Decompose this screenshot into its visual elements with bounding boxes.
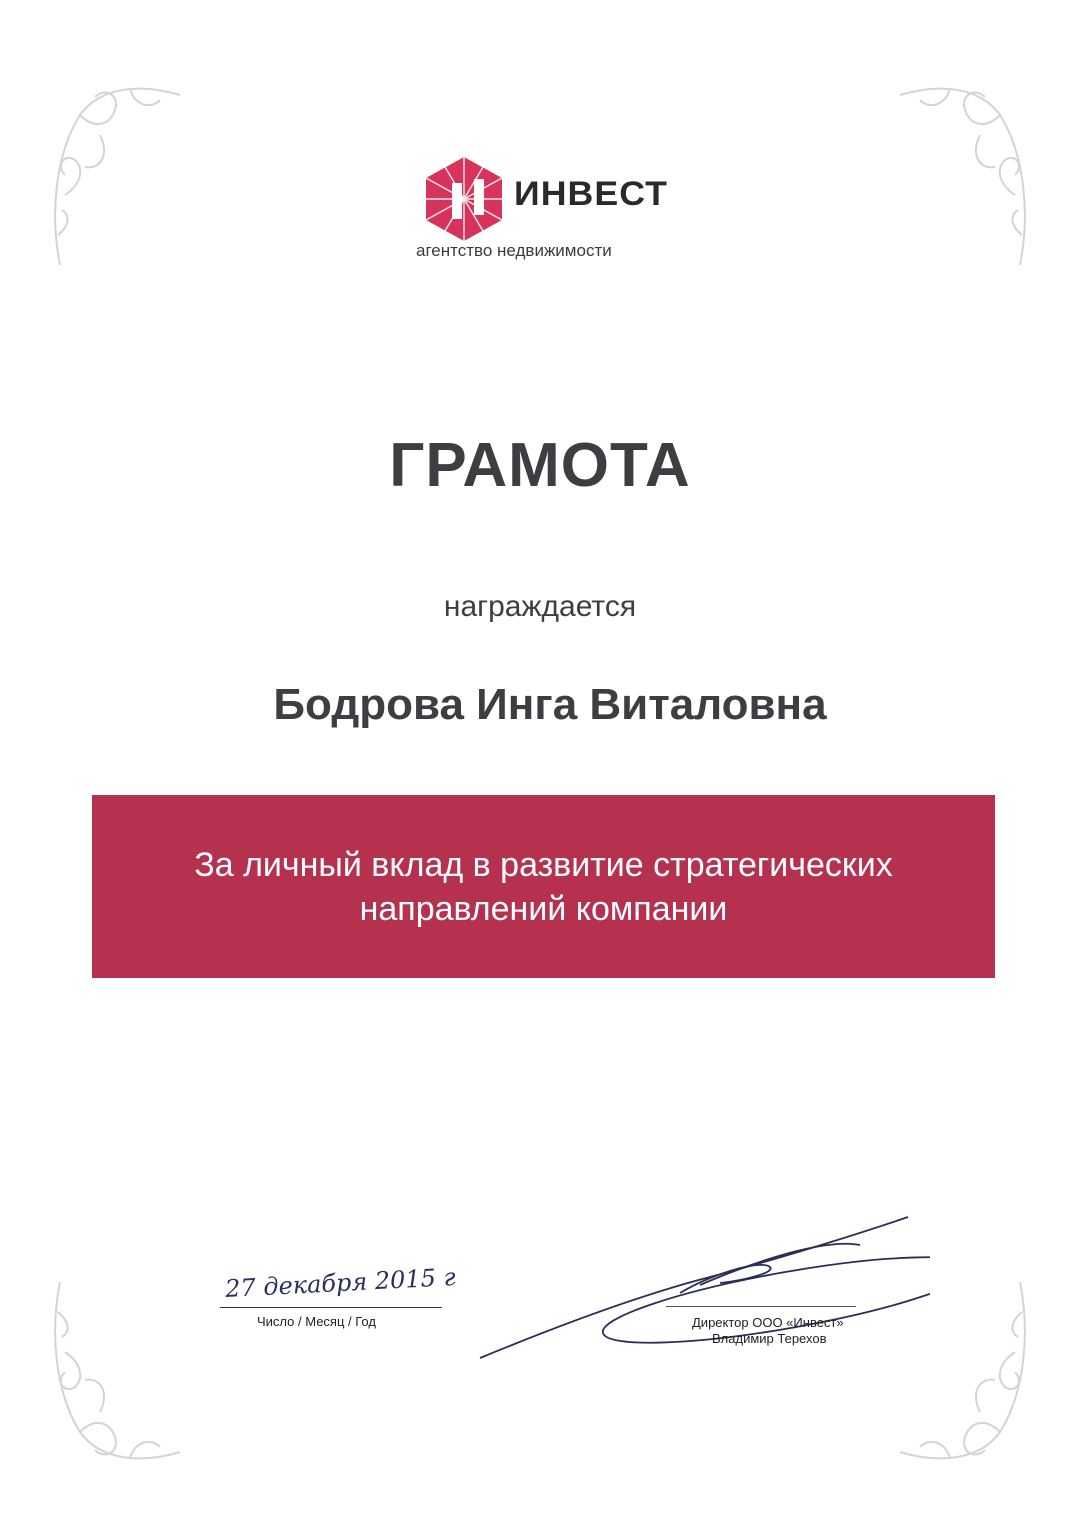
- ornament-icon: [890, 75, 1040, 275]
- handwritten-date: 27 декабря 2015 г: [224, 1262, 457, 1303]
- hexagon-logo-icon: [418, 153, 510, 245]
- reason-text: За личный вклад в развитие стратегических направлений компании: [194, 845, 893, 928]
- signature-icon: [470, 1215, 930, 1375]
- date-block: [220, 1262, 457, 1335]
- date-caption: Число / Месяц / Год: [257, 1314, 376, 1329]
- company-logo: [418, 153, 678, 273]
- corner-ornament-bottom-left: [40, 1272, 190, 1472]
- certificate-subtitle: награждается: [443, 590, 637, 623]
- signature-line: [666, 1306, 856, 1307]
- signatory-name: Владимир Терехов: [712, 1331, 827, 1346]
- recipient-name: Бодрова Инга Виталовна: [273, 680, 827, 729]
- ornament-icon: [40, 75, 190, 275]
- signatory-title: Директор ООО «Инвест»: [692, 1315, 844, 1330]
- reason-banner: [92, 795, 995, 978]
- certificate-title: ГРАМОТА: [389, 431, 691, 500]
- date-underline: [220, 1307, 442, 1308]
- signature-block: [470, 1215, 930, 1375]
- logo-tagline: агентство недвижимости: [416, 241, 612, 260]
- ornament-icon: [40, 1272, 190, 1472]
- logo-name: ИНВЕСТ: [514, 175, 669, 213]
- corner-ornament-top-right: [890, 75, 1040, 275]
- corner-ornament-top-left: [40, 75, 190, 275]
